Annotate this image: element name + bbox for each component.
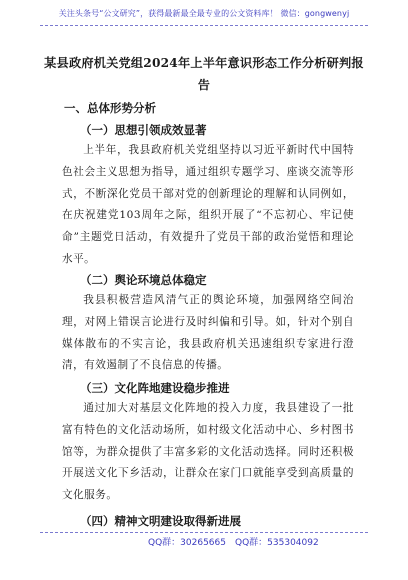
paragraph-1: 上半年，我县政府机关党组坚持以习近平新时代中国特色社会主义思想为指导，通过组织专题学习、座谈交流等形式，不断深化党员干部对党的创新理论的理解和认同例如，在庆祝建党103周年之际，组织开展了“不忘初心、牢记使命”主题党日活动，有效提升了党员干部的政治觉悟和理论水平。 — [62, 144, 354, 265]
qq-group-2: QQ群：535304092 — [235, 538, 319, 548]
banner-text: 关注头条号“公文研究”，获得最新最全最专业的公文资料库！ 微信：gongwenyj — [58, 9, 350, 18]
paragraph-3: 通过加大对基层文化阵地的投入力度，我县建设了一批富有特色的文化活动场所，如村级文化活动中心、乡村图书馆等，为群众提供了丰富多彩的文化活动选择。同时还积极开展送文化下乡活动，让群众在家门口就能享受到高质量的文化服务。 — [62, 402, 354, 502]
footer-divider — [40, 532, 368, 533]
subsection-heading-2: （二）舆论环境总体稳定 — [80, 273, 207, 287]
section-heading-1: 一、总体形势分析 — [64, 101, 156, 115]
subsection-heading-4: （四）精神文明建设取得新进展 — [80, 514, 241, 528]
paragraph-2: 我县积极营造风清气正的舆论环境，加强网络空间治理，对网上错误言论进行及时纠偏和引导。如，针对个别自媒体散布的不实言论，我县政府机关迅速组织专家进行澄清，有效遏制了不良信息的传播。 — [62, 294, 354, 372]
banner-divider — [40, 25, 368, 26]
subsection-heading-3: （三）文化阵地建设稳步推进 — [80, 381, 230, 395]
subsection-heading-1: （一）思想引领成效显著 — [80, 123, 207, 137]
top-banner — [0, 8, 408, 19]
qq-group-1: QQ群：30265665 — [148, 538, 226, 548]
document-title: 某县政府机关党组2024年上半年意识形态工作分析研判报告 — [44, 56, 364, 92]
